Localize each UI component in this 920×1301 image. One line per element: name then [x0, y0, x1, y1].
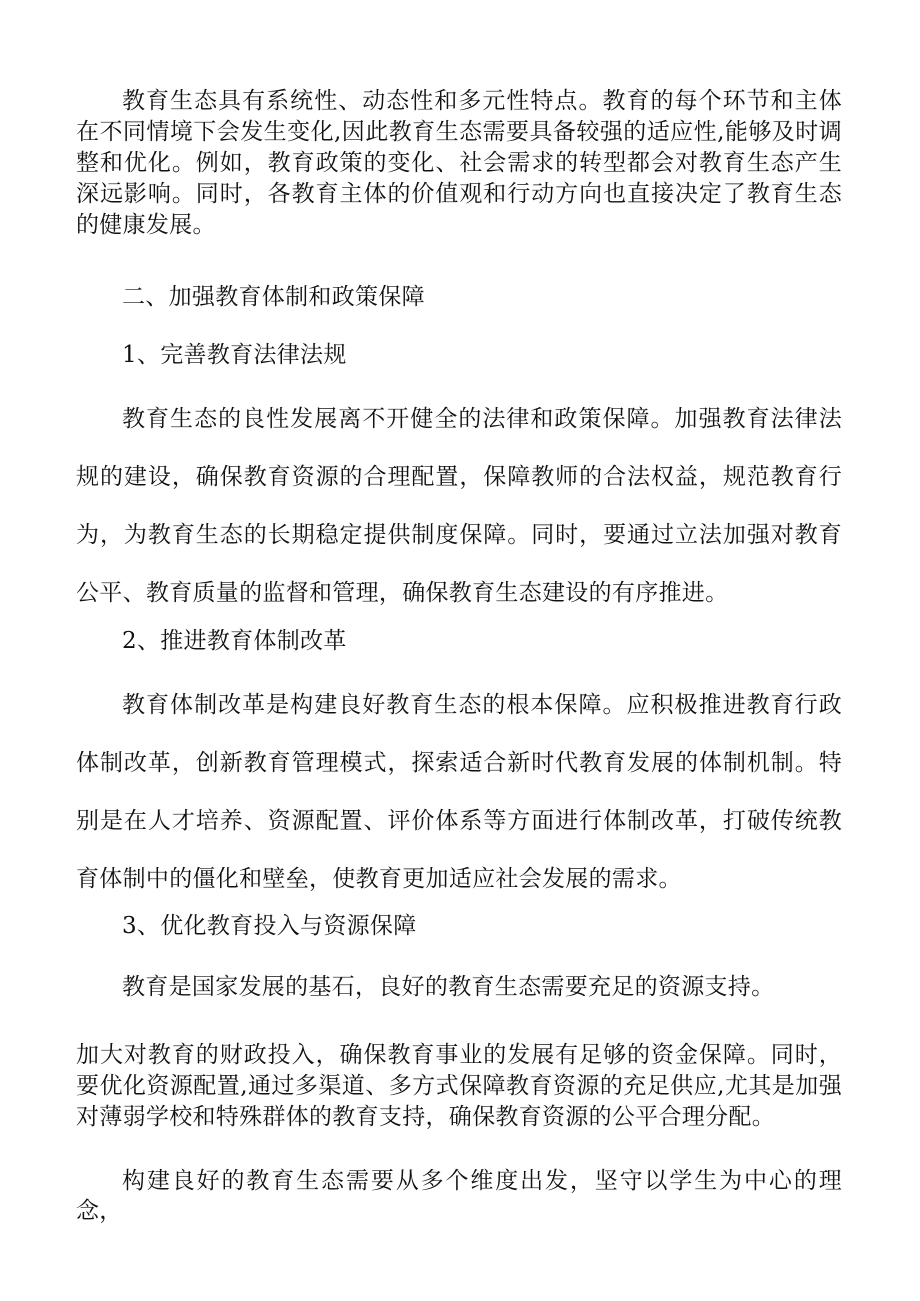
paragraph-system-reform: 教育体制改革是构建良好教育生态的根本保障。应积极推进教育行政体制改革，创新教育管理模式，探索适合新时代教育发展的体制机制。特别是在人才培养、资源配置、评价体系等方面进行体制改革，打破传统教育体制中的僵化和壁垒，使教育更加适应社会发展的需求。 — [76, 692, 842, 892]
paragraph-education-foundation: 教育是国家发展的基石，良好的教育生态需要充足的资源支持。 — [122, 974, 775, 1000]
subheading-system-reform: 2、推进教育体制改革 — [122, 628, 347, 654]
section-heading-system-policy: 二、加强教育体制和政策保障 — [122, 284, 425, 310]
paragraph-ecology-characteristics: 教育生态具有系统性、动态性和多元性特点。教育的每个环节和主体在不同情境下会发生变化,因此教育生态需要具备较强的适应性,能够及时调整和优化。例如，教育政策的变化、社会需求的转型都会对教育生态产生深远影响。同时，各教育主体的价值观和行动方向也直接决定了教育生态的健康发展。 — [76, 88, 842, 238]
paragraph-building-ecology: 构建良好的教育生态需要从多个维度出发，坚守以学生为中心的理念， — [76, 1168, 842, 1224]
subheading-investment-resources: 3、优化教育投入与资源保障 — [122, 913, 417, 939]
paragraph-financial-investment: 加大对教育的财政投入，确保教育事业的发展有足够的资金保障。同时，要优化资源配置,通过多渠道、多方式保障教育资源的充足供应,尤其是加强对薄弱学校和特殊群体的教育支持，确保教育资源的公平合理分配。 — [76, 1042, 842, 1130]
subheading-laws-regulations: 1、完善教育法律法规 — [122, 342, 347, 368]
paragraph-laws-regulations: 教育生态的良性发展离不开健全的法律和政策保障。加强教育法律法规的建设，确保教育资源的合理配置，保障教师的合法权益，规范教育行为，为教育生态的长期稳定提供制度保障。同时，要通过立法加强对教育公平、教育质量的监督和管理，确保教育生态建设的有序推进。 — [76, 406, 842, 606]
